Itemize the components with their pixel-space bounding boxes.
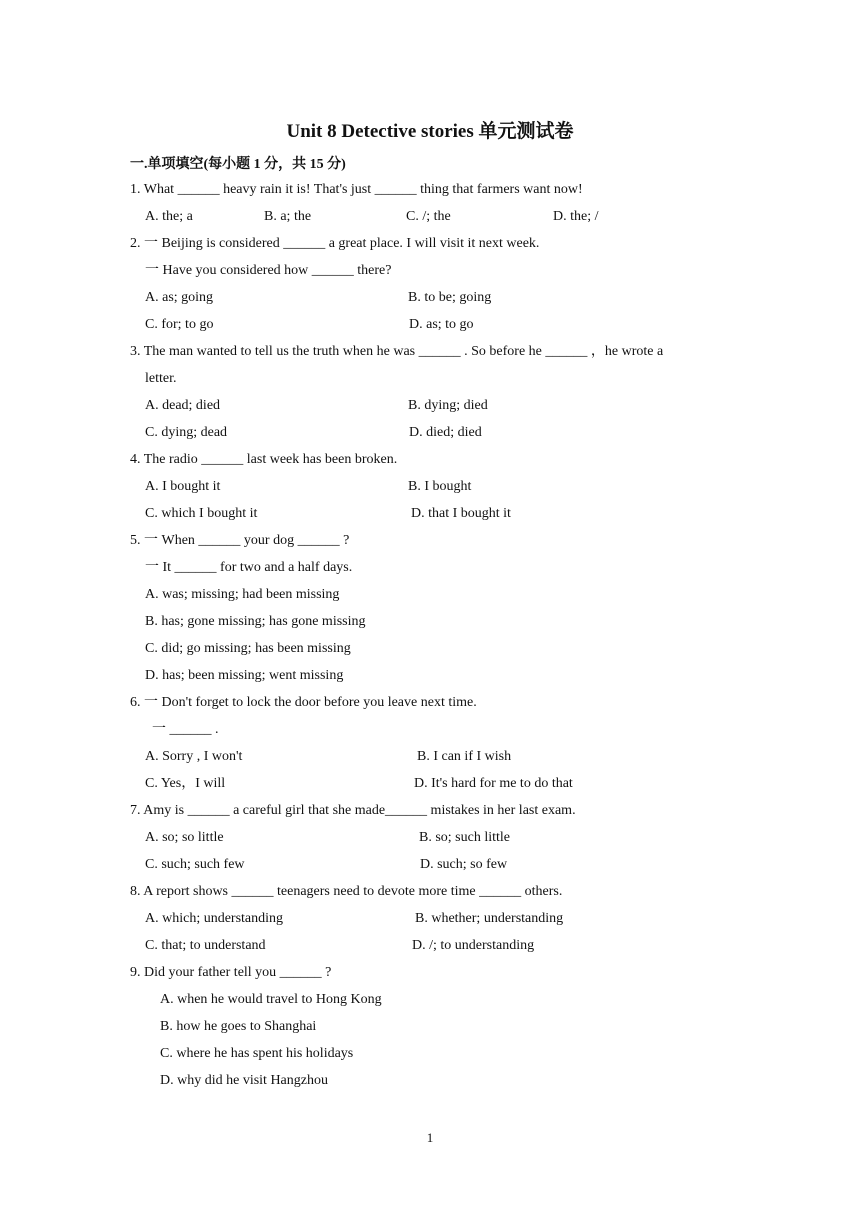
question-4-option-c: C. which I bought it <box>145 506 258 521</box>
question-3-stem-continued: letter. <box>145 371 177 386</box>
question-8-option-d: D. /; to understanding <box>412 938 535 953</box>
question-1-option-c: C. /; the <box>406 209 451 224</box>
question-3-option-a: A. dead; died <box>145 398 221 413</box>
question-2-stem-reply: 一 Have you considered how ______ there? <box>145 263 392 278</box>
question-8-option-b: B. whether; understanding <box>415 911 564 926</box>
question-2-option-d: D. as; to go <box>409 317 474 332</box>
question-9-option-d: D. why did he visit Hangzhou <box>160 1073 328 1088</box>
question-5-option-d: D. has; been missing; went missing <box>145 668 344 683</box>
question-6-option-b: B. I can if I wish <box>417 749 512 764</box>
page-title: Unit 8 Detective stories 单元测试卷 <box>286 121 574 142</box>
question-2-option-a: A. as; going <box>145 290 214 305</box>
question-3-stem: 3. The man wanted to tell us the truth when he was ______ . So before he ______ ，he wrote a <box>130 344 664 359</box>
question-8-stem: 8. A report shows ______ teenagers need to devote more time ______ others. <box>130 884 563 899</box>
question-3-option-c: C. dying; dead <box>145 425 228 440</box>
section-heading: 一.单项填空(每小题 1 分，共 15 分) <box>130 157 346 172</box>
question-6-stem: 6. 一 Don't forget to lock the door before you leave next time. <box>130 695 477 710</box>
question-8-option-a: A. which; understanding <box>145 911 284 926</box>
question-7-option-b: B. so; such little <box>419 830 510 845</box>
question-4-stem: 4. The radio ______ last week has been broken. <box>130 452 398 467</box>
question-1-option-d: D. the; / <box>553 209 599 224</box>
question-7-option-a: A. so; so little <box>145 830 224 845</box>
question-8-option-c: C. that; to understand <box>145 938 266 953</box>
question-6-stem-reply: 一 ______ . <box>152 722 219 737</box>
question-9-option-a: A. when he would travel to Hong Kong <box>160 992 382 1007</box>
question-5-option-c: C. did; go missing; has been missing <box>145 641 351 656</box>
question-9-option-c: C. where he has spent his holidays <box>160 1046 354 1061</box>
question-7-option-d: D. such; so few <box>420 857 508 872</box>
question-5-option-b: B. has; gone missing; has gone missing <box>145 614 366 629</box>
question-4-option-a: A. I bought it <box>145 479 221 494</box>
question-5-stem: 5. 一 When ______ your dog ______ ? <box>130 533 350 548</box>
question-1-stem: 1. What ______ heavy rain it is! That's just ______ thing that farmers want now! <box>130 182 583 197</box>
question-3-option-b: B. dying; died <box>408 398 488 413</box>
question-6-option-d: D. It's hard for me to do that <box>414 776 573 791</box>
question-6-option-c: C. Yes，I will <box>145 776 226 791</box>
question-1-option-b: B. a; the <box>264 209 312 224</box>
question-9-stem: 9. Did your father tell you ______ ? <box>130 965 332 980</box>
question-7-option-c: C. such; such few <box>145 857 245 872</box>
question-2-stem: 2. 一 Beijing is considered ______ a great place. I will visit it next week. <box>130 236 540 251</box>
question-9-option-b: B. how he goes to Shanghai <box>160 1019 317 1034</box>
question-6-option-a: A. Sorry , I won't <box>145 749 243 764</box>
question-5-stem-reply: 一 It ______ for two and a half days. <box>145 560 353 575</box>
question-7-stem: 7. Amy is ______ a careful girl that she made______ mistakes in her last exam. <box>130 803 576 818</box>
page-number: 1 <box>426 1130 434 1145</box>
question-2-option-c: C. for; to go <box>145 317 214 332</box>
question-4-option-d: D. that I bought it <box>411 506 511 521</box>
question-4-option-b: B. I bought <box>408 479 472 494</box>
question-1-option-a: A. the; a <box>145 209 193 224</box>
question-5-option-a: A. was; missing; had been missing <box>145 587 340 602</box>
question-2-option-b: B. to be; going <box>408 290 492 305</box>
question-3-option-d: D. died; died <box>409 425 482 440</box>
